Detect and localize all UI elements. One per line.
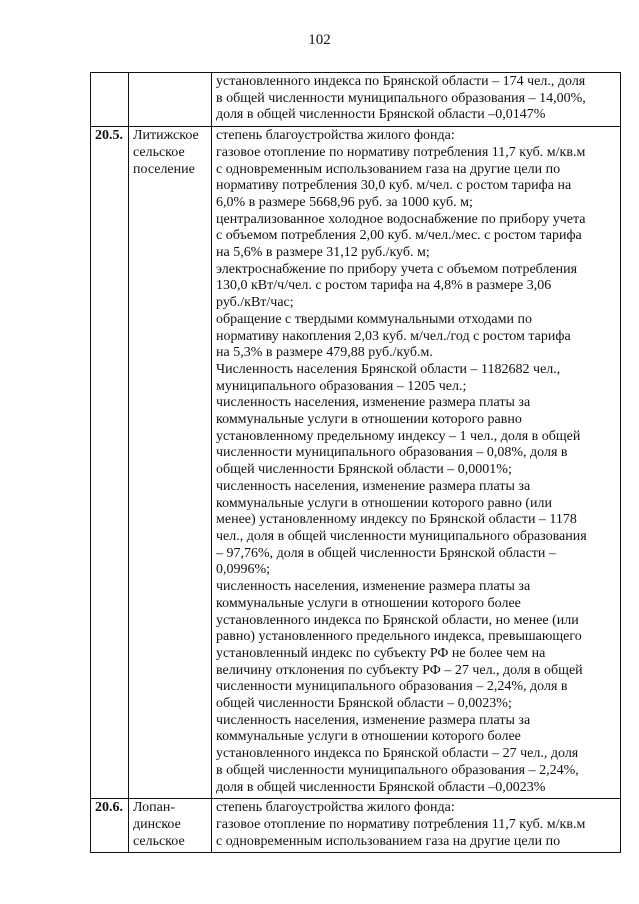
description-line: установленного индекса по Брянской области – 174 чел., доля bbox=[216, 74, 586, 89]
description-line: доля в общей численности Брянской области –0,0147% bbox=[216, 107, 546, 123]
row-number: 20.6. bbox=[95, 800, 123, 816]
table-row bbox=[91, 127, 621, 799]
description-line: на 5,6% в размере 31,12 руб./куб. м; bbox=[216, 245, 430, 261]
page-number: 102 bbox=[308, 32, 331, 48]
description-line: в общей численности муниципального образования – 2,24%, bbox=[216, 762, 579, 778]
description-line: коммунальные услуги в отношении которого равно bbox=[216, 412, 522, 428]
settlement-name-cell bbox=[129, 127, 212, 799]
description-line: установленного индекса по Брянской области, но менее (или bbox=[216, 612, 579, 628]
settlement-name-line: сельское bbox=[133, 144, 185, 160]
description-line: газовое отопление по нормативу потребления 11,7 куб. м/кв.м bbox=[216, 144, 586, 160]
description-line: – 97,76%, доля в общей численности Брянской области – bbox=[216, 545, 556, 561]
description-line: численность населения, изменение размера платы за bbox=[216, 712, 531, 728]
description-line: руб./кВт/час; bbox=[216, 295, 294, 311]
description-line: с одновременным использованием газа на другие цели по bbox=[216, 161, 561, 177]
settlement-name-line: Литижское bbox=[133, 128, 199, 144]
description-line: 0,0996%; bbox=[216, 562, 271, 578]
description-line: 130,0 кВт/ч/чел. с ростом тарифа на 4,8% в размере 3,06 bbox=[216, 278, 552, 294]
description-line: на 5,3% в размере 479,88 руб./куб.м. bbox=[216, 345, 433, 361]
description-line: численности муниципального образования – 2,24%, доля в bbox=[216, 679, 568, 695]
description-line: централизованное холодное водоснабжение по прибору учета bbox=[216, 211, 586, 227]
description-line: электроснабжение по прибору учета с объемом потребления bbox=[216, 261, 578, 277]
description-line: величину отклонения по субъекту РФ – 27 чел., доля в общей bbox=[216, 662, 583, 678]
description-line: муниципального образования – 1205 чел.; bbox=[216, 378, 467, 394]
description-line: с объемом потребления 2,00 куб. м/чел./мес. с ростом тарифа bbox=[216, 228, 582, 244]
description-line: коммунальные услуги в отношении которого более bbox=[216, 595, 521, 611]
description-cell bbox=[212, 799, 621, 853]
description-line: в общей численности муниципального образования – 14,00%, bbox=[216, 90, 586, 106]
description-line: равно) установленного предельного индекса, превышающего bbox=[216, 629, 582, 645]
description-line: с одновременным использованием газа на другие цели по bbox=[216, 833, 561, 849]
description-line: коммунальные услуги в отношении которого более bbox=[216, 729, 521, 745]
description-line: коммунальные услуги в отношении которого равно (или bbox=[216, 495, 552, 511]
settlement-name-line: Лопан- bbox=[133, 800, 176, 816]
row-number-cell bbox=[91, 127, 129, 799]
description-line: нормативу потребления 30,0 куб. м/чел. с ростом тарифа на bbox=[216, 178, 572, 194]
description-line: чел., доля в общей численности муниципального образования bbox=[216, 528, 587, 544]
settlement-name-line: динское bbox=[133, 816, 181, 832]
row-number: 20.5. bbox=[95, 128, 123, 144]
description-line: численность населения, изменение размера платы за bbox=[216, 395, 531, 411]
settlement-name-cell bbox=[129, 73, 212, 127]
description-line: численность населения, изменение размера платы за bbox=[216, 579, 531, 595]
description-line: нормативу накопления 2,03 куб. м/чел./год с ростом тарифа bbox=[216, 328, 571, 344]
description-cell bbox=[212, 73, 621, 127]
description-line: доля в общей численности Брянской области –0,0023% bbox=[216, 779, 546, 795]
settlement-name-cell bbox=[129, 799, 212, 853]
description-line: установленному предельному индексу – 1 чел., доля в общей bbox=[216, 428, 581, 444]
description-line: численности муниципального образования – 0,08%, доля в bbox=[216, 445, 568, 461]
table-row bbox=[91, 73, 621, 127]
description-line: 6,0% в размере 5668,96 руб. за 1000 куб. м; bbox=[216, 194, 473, 210]
description-line: газовое отопление по нормативу потребления 11,7 куб. м/кв.м bbox=[216, 816, 586, 832]
description-line: степень благоустройства жилого фонда: bbox=[216, 128, 455, 144]
settlement-name-line: поселение bbox=[133, 161, 195, 177]
row-number-cell bbox=[91, 73, 129, 127]
description-line: установленного индекса по Брянской области – 27 чел., доля bbox=[216, 746, 579, 762]
description-line: степень благоустройства жилого фонда: bbox=[216, 800, 455, 816]
description-line: обращение с твердыми коммунальными отходами по bbox=[216, 311, 532, 327]
row-number-cell bbox=[91, 799, 129, 853]
settlement-name-line: сельское bbox=[133, 833, 185, 849]
description-line: численность населения, изменение размера платы за bbox=[216, 478, 531, 494]
description-line: Численность населения Брянской области – 1182682 чел., bbox=[216, 361, 561, 377]
table-row bbox=[91, 799, 621, 853]
description-line: общей численности Брянской области – 0,0023%; bbox=[216, 696, 512, 712]
tariff-table bbox=[90, 72, 621, 853]
description-line: общей численности Брянской области – 0,0001%; bbox=[216, 462, 512, 478]
description-line: установленный индекс по субъекту РФ не более чем на bbox=[216, 645, 546, 661]
description-line: менее) установленному индексу по Брянской области – 1178 bbox=[216, 512, 577, 528]
description-cell bbox=[212, 127, 621, 799]
